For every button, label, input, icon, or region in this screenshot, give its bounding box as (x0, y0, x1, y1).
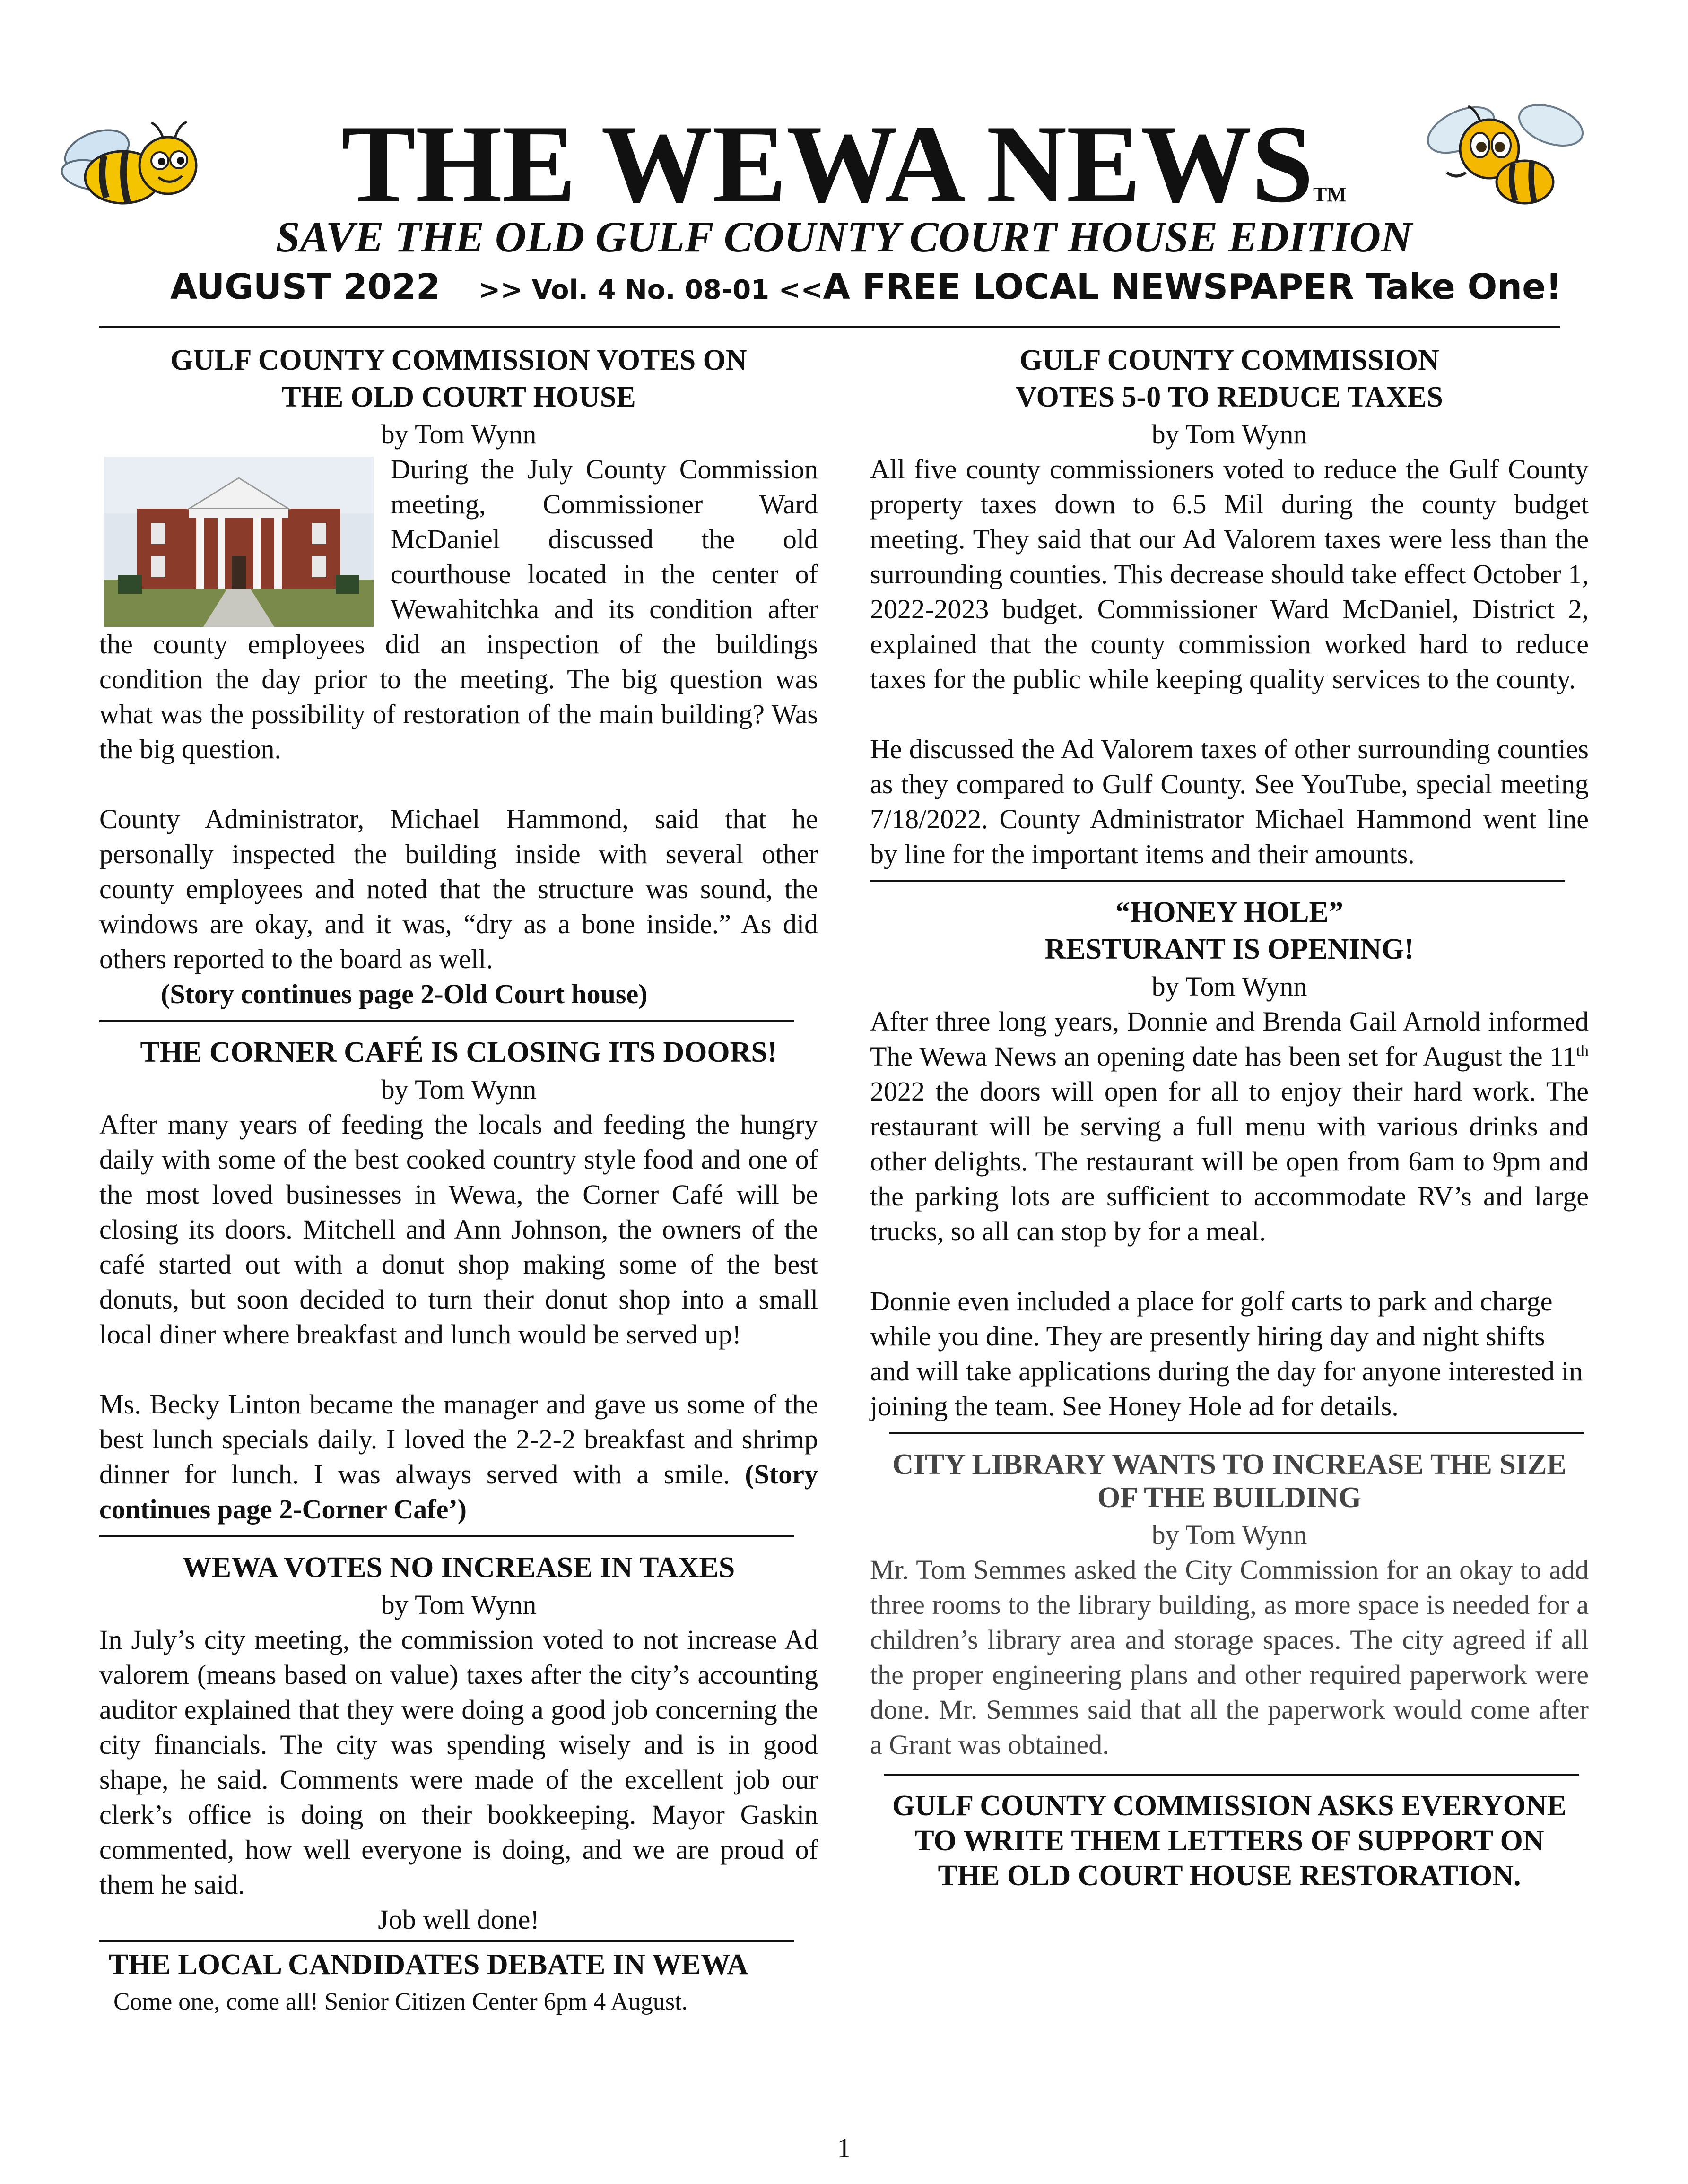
masthead (0, 103, 1688, 226)
continue-note: (Story continues page 2-Old Court house) (161, 979, 648, 1009)
headline: THE CORNER CAFÉ IS CLOSING ITS DOORS! (140, 1036, 777, 1068)
headline: TO WRITE THEM LETTERS OF SUPPORT ON (914, 1825, 1544, 1857)
article-candidates-debate (99, 1945, 818, 2019)
body-text: Ms. Becky Linton became the manager and gave us some of the best lunch specials daily. I loved the 2-2-2 breakfast and shrimp dinner for lunch. I was always served with a smile. (Story continues page 2-Corner Cafe’) (99, 1389, 818, 1525)
headline: WEWA VOTES NO INCREASE IN TAXES (182, 1551, 735, 1584)
article-wewa-taxes (99, 1548, 818, 1937)
byline: by Tom Wynn (381, 419, 537, 450)
body-text: During the July County Commission meeting, Commissioner Ward McDaniel discussed the old courthouse located in the center of Wewahitchka and its condition after the county employees did an inspection of the buildings condition the day prior to the meeting. The big question was what was the possibility of restoration of the main building? Was the big question. (99, 454, 818, 764)
trademark: TM (1313, 183, 1347, 206)
newspaper-title: THE WEWA NEWS (341, 103, 1313, 226)
tagline: A FREE LOCAL NEWSPAPER Take One! (823, 267, 1562, 307)
byline: by Tom Wynn (1151, 971, 1307, 1002)
headline: THE OLD COURT HOUSE (281, 381, 636, 413)
body-text: Come one, come all! Senior Citizen Center 6pm 4 August. (113, 1988, 688, 2015)
headline: “HONEY HOLE” (1115, 896, 1343, 928)
issue-date: AUGUST 2022 (170, 267, 441, 307)
continue-note: (Story continues page 2-Corner Cafe’) (99, 1459, 818, 1525)
headline: GULF COUNTY COMMISSION VOTES ON (170, 344, 747, 376)
body-text: Donnie even included a place for golf carts to park and charge while you dine. They are presently hiring day and night shifts and will take applications during the day for anyone interested in joining the team. See Honey Hole ad for details. (870, 1286, 1583, 1421)
right-column (870, 340, 1589, 1896)
headline: THE LOCAL CANDIDATES DEBATE IN WEWA (109, 1949, 748, 1981)
article-corner-cafe (99, 1032, 818, 1527)
left-column (99, 340, 818, 2019)
byline: by Tom Wynn (1151, 1519, 1307, 1550)
article-letters-of-support (870, 1786, 1589, 1896)
byline: by Tom Wynn (381, 1074, 537, 1105)
issue-volume: >> Vol. 4 No. 08-01 << (478, 275, 823, 305)
headline: VOTES 5-0 TO REDUCE TAXES (1016, 381, 1443, 413)
article-city-library (870, 1445, 1589, 1762)
headline: GULF COUNTY COMMISSION (1019, 344, 1439, 376)
headline: OF THE BUILDING (1097, 1482, 1362, 1514)
article-honey-hole (870, 893, 1589, 1424)
divider (99, 1940, 794, 1942)
courthouse-photo (104, 457, 374, 627)
body-text: In July’s city meeting, the commission voted to not increase Ad valorem (means based on value) taxes after the city’s accounting auditor explained that they were doing a good job concerning the city financials. The city was spending wisely and is in good shape, he said. Comments were made of the excellent job our clerk’s office is doing on their bookkeeping. Mayor Gaskin commented, how well everyone is doing, and we are proud of them he said. (99, 1624, 818, 1900)
divider (99, 1020, 794, 1022)
divider (889, 1432, 1584, 1434)
edition-title: SAVE THE OLD GULF COUNTY COURT HOUSE EDITION (276, 213, 1412, 261)
byline: by Tom Wynn (381, 1589, 537, 1620)
article-old-court-house (99, 340, 818, 1012)
body-text: After many years of feeding the locals and feeding the hungry daily with some of the best cooked country style food and one of the most loved businesses in Wewa, the Corner Café will be closing its doors. Mitchell and Ann Johnson, the owners of the café started out with a donut shop making some of the best donuts, but soon decided to turn their donut shop into a small local diner where breakfast and lunch would be served up! (99, 1109, 818, 1350)
article-county-taxes (870, 340, 1589, 872)
headline: GULF COUNTY COMMISSION ASKS EVERYONE (892, 1790, 1567, 1822)
headline: CITY LIBRARY WANTS TO INCREASE THE SIZE (892, 1448, 1566, 1481)
divider (870, 880, 1565, 882)
issue-line (170, 267, 1562, 307)
body-text: County Administrator, Michael Hammond, said that he personally inspected the building inside with several other county employees and noted that the structure was sound, the windows are okay, and it was, “dry as a bone inside.” As did others reported to the board as well. (99, 804, 818, 974)
headline: THE OLD COURT HOUSE RESTORATION. (938, 1860, 1521, 1892)
page-number: 1 (837, 2132, 851, 2163)
masthead-rule (99, 326, 1560, 328)
body-text: Mr. Tom Semmes asked the City Commission for an okay to add three rooms to the library building, as more space is needed for a children’s library area and storage spaces. The city agreed if all the proper engineering plans and other required paperwork were done. Mr. Semmes said that all the paperwork would come after a Grant was obtained. (870, 1554, 1589, 1760)
headline: RESTURANT IS OPENING! (1044, 933, 1414, 965)
byline: by Tom Wynn (1151, 419, 1307, 450)
body-text: Job well done! (378, 1904, 539, 1935)
body-text: He discussed the Ad Valorem taxes of other surrounding counties as they compared to Gulf County. See YouTube, special meeting 7/18/2022. County Administrator Michael Hammond went line by line for the important items and their amounts. (870, 734, 1589, 869)
body-text: After three long years, Donnie and Brenda Gail Arnold informed The Wewa News an opening date has been set for August the 11th 2022 the doors will open for all to enjoy their hard work. The restaurant will be serving a full menu with various drinks and other delights. The restaurant will be open from 6am to 9pm and the parking lots are sufficient to accommodate RV’s and large trucks, so all can stop by for a meal. (870, 1006, 1589, 1247)
divider (884, 1774, 1579, 1776)
divider (99, 1535, 794, 1537)
body-text: All five county commissioners voted to reduce the Gulf County property taxes down to 6.5 Mil during the county budget meeting. They said that our Ad Valorem taxes were less than the surrounding counties. This decrease should take effect October 1, 2022-2023 budget. Commissioner Ward McDaniel, District 2, explained that the county commission worked hard to reduce taxes for the public while keeping quality services to the county. (870, 454, 1589, 694)
